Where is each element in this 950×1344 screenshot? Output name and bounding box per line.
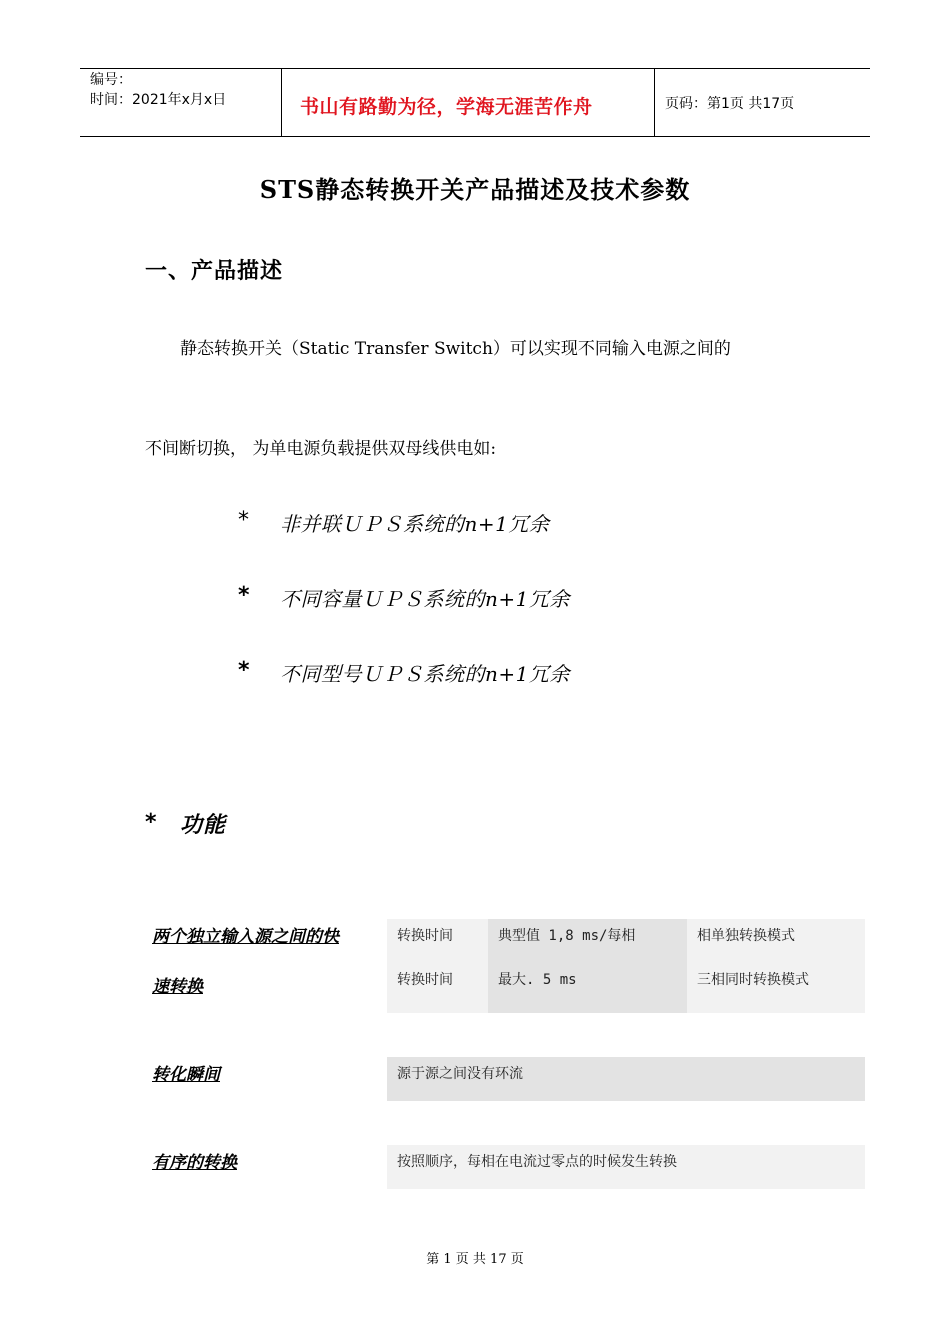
header-divider-1: [281, 68, 282, 136]
feature-label-transfer-instant: 转化瞬间: [152, 1065, 220, 1085]
functions-star-icon: *: [145, 810, 157, 835]
table-cell-text: 相单独转换模式: [697, 928, 795, 944]
table-cell-ordered-transfer-value: [387, 1145, 865, 1189]
bullet-item: 非并联ＵＰＳ系统的n+1冗余: [280, 512, 550, 536]
table-cell-text: 最大. 5 ms: [498, 972, 577, 988]
intro-paragraph-line1: 静态转换开关（Static Transfer Switch）可以实现不同输入电源之间的: [180, 339, 731, 359]
bullet-star-icon: *: [238, 583, 250, 608]
feature-label-fast-switch-line1: 两个独立输入源之间的快: [152, 927, 339, 947]
section-heading: 一、产品描述: [145, 258, 284, 284]
header-bottom-border: [80, 136, 870, 137]
feature-label-ordered-transfer: 有序的转换: [152, 1153, 237, 1173]
table-cell-value-col: [488, 919, 687, 1013]
bullet-star-icon: *: [238, 508, 249, 533]
table-cell-text: 按照顺序，每相在电流过零点的时候发生转换: [397, 1154, 677, 1170]
page-footer: 第 1 页 共 17 页: [426, 1252, 524, 1267]
header-page-info: 页码：第1页 共17页: [665, 96, 795, 112]
header-divider-2: [654, 68, 655, 136]
header-top-border: [80, 68, 870, 69]
header-motto: 书山有路勤为径，学海无涯苦作舟: [300, 96, 593, 118]
table-cell-text: 转换时间: [397, 928, 453, 944]
header-time-label: 时间：2021年x月x日: [90, 92, 227, 108]
bullet-item: 不同型号ＵＰＳ系统的n+1冗余: [280, 662, 570, 686]
intro-paragraph-line2: 不间断切换， 为单电源负载提供双母线供电如:: [145, 439, 497, 459]
document-title: STS静态转换开关产品描述及技术参数: [259, 175, 691, 204]
table-cell-mode-col: [687, 919, 865, 1013]
bullet-item: 不同容量ＵＰＳ系统的n+1冗余: [280, 587, 570, 611]
table-cell-text: 三相同时转换模式: [697, 972, 809, 988]
functions-heading: 功能: [180, 812, 227, 838]
bullet-star-icon: *: [238, 658, 250, 683]
table-cell-text: 转换时间: [397, 972, 453, 988]
feature-label-fast-switch-line2: 速转换: [152, 977, 203, 997]
header-number-label: 编号：: [90, 72, 132, 88]
table-cell-transfer-instant-value: [387, 1057, 865, 1101]
table-cell-switch-time-col: [387, 919, 488, 1013]
table-cell-text: 源于源之间没有环流: [397, 1066, 523, 1082]
table-cell-text: 典型值 1,8 ms/每相: [498, 928, 636, 944]
